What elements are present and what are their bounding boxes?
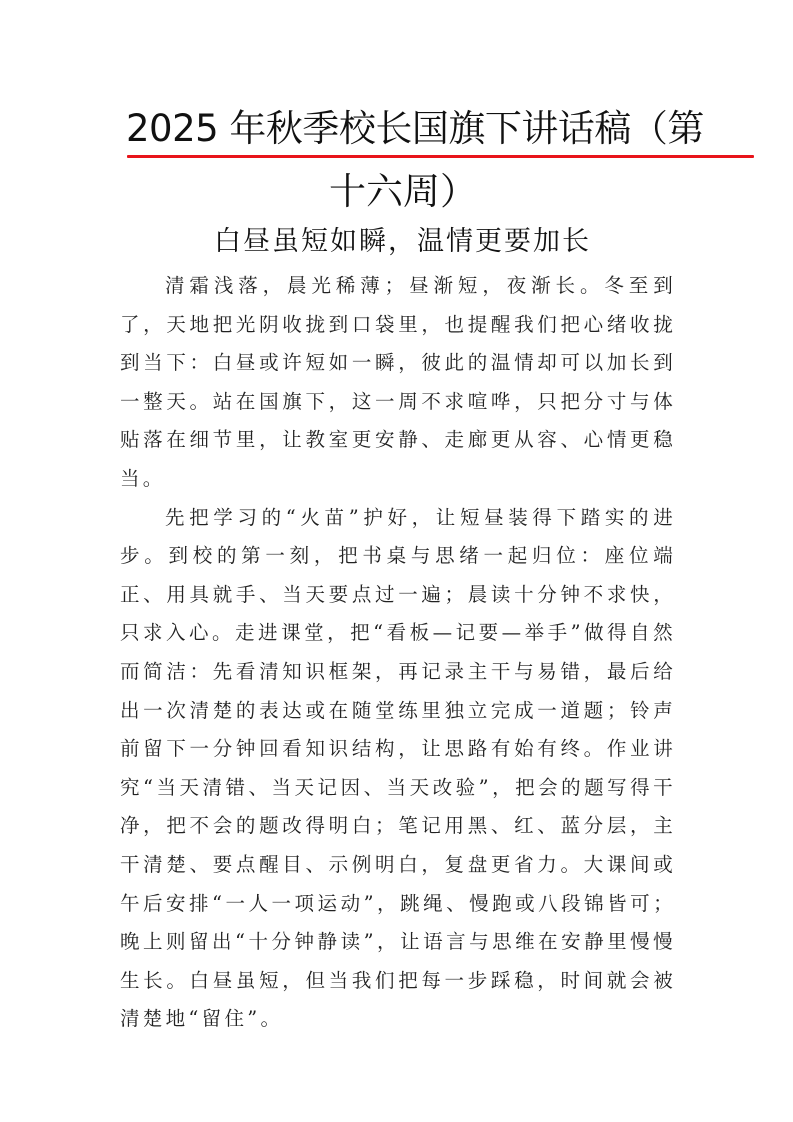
- document-title-line-1: 2025 年秋季校长国旗下讲话稿（第: [126, 107, 704, 150]
- title-red-rule: [127, 155, 754, 158]
- body-paragraph-2: 先把学习的“火苗”护好，让短昼装得下踏实的进步。到校的第一刻，把书桌与思绪一起归位：座位端正、用具就手、当天要点过一遍；晨读十分钟不求快，只求入心。走进课堂，把“看板—记要—举手”做得自然而简洁：先看清知识框架，再记录主干与易错，最后给出一次清楚的表达或在随堂练里独立完成一道题；铃声前留下一分钟回看知识结构，让思路有始有终。作业讲究“当天清错、当天记因、当天改验”，把会的题写得干净，把不会的题改得明白；笔记用黑、红、蓝分层，主干清楚、要点醒目、示例明白，复盘更省力。大课间或午后安排“一人一项运动”，跳绳、慢跑或八段锦皆可；晚上则留出“十分钟静读”，让语言与思维在安静里慢慢生长。白昼虽短，但当我们把每一步踩稳，时间就会被清楚地“留住”。: [120, 505, 676, 1031]
- body-paragraph-1: 清霜浅落，晨光稀薄；昼渐短，夜渐长。冬至到了，天地把光阴收拢到口袋里，也提醒我们把心绪收拢到当下：白昼或许短如一瞬，彼此的温情却可以加长到一整天。站在国旗下，这一周不求喧哗，只把分寸与体贴落在细节里，让教室更安静、走廊更从容、心情更稳当。: [120, 274, 676, 490]
- document-subtitle: 白昼虽短如瞬，温情更要加长: [214, 226, 591, 257]
- document-title-line-2: 十六周）: [329, 170, 477, 213]
- document-body: [120, 267, 676, 1039]
